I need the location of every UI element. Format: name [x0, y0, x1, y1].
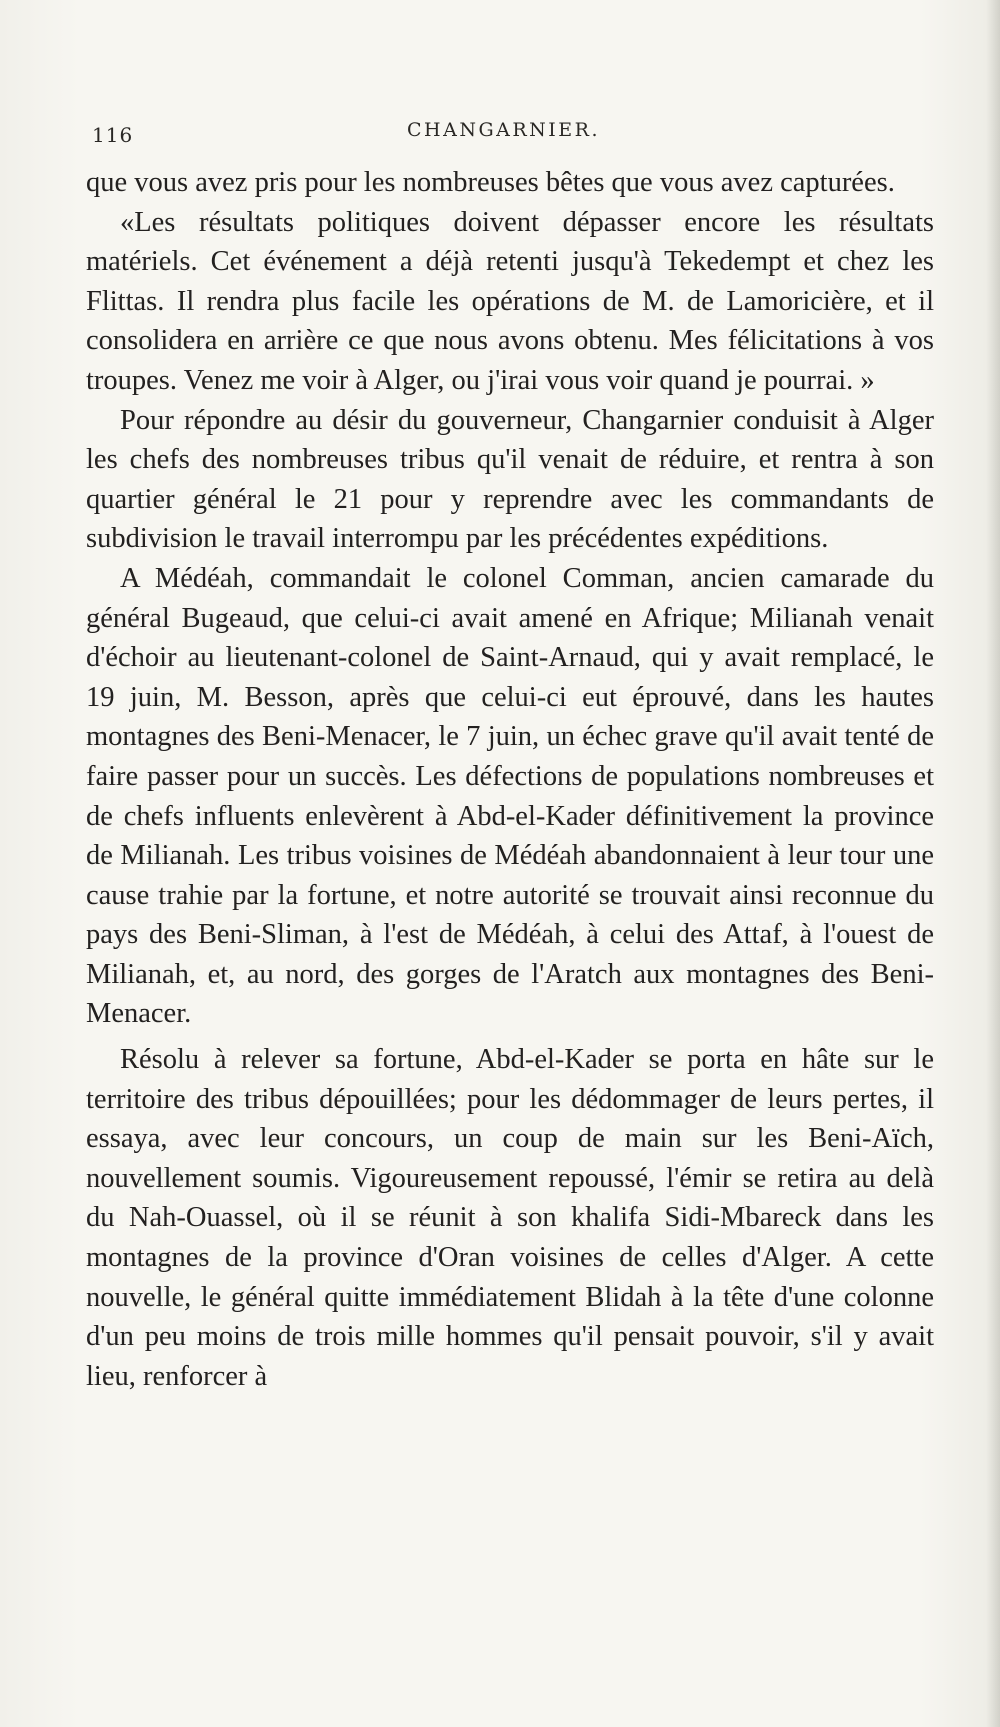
page-gutter-shadow [986, 0, 1000, 1727]
paragraph: Résolu à relever sa fortune, Abd-el-Kader se porta en hâte sur le territoire des tribus dépouillées; pour les dédommager de leurs pertes, il essaya, avec leur concours, un coup de main sur les Beni-Aïch, nouvellement soumis. Vigoureusement repoussé, l'émir se retira au delà du Nah-Ouassel, où il se réunit à son khalifa Sidi-Mbareck dans les montagnes de la province d'Oran voisines de celles d'Alger. A cette nouvelle, le général quitte immédiatement Blidah à la tête d'une colonne d'un peu moins de trois mille hommes qu'il pensait pouvoir, s'il y avait lieu, renforcer à [86, 1044, 934, 1392]
page-header [92, 115, 922, 151]
paragraph-continuation: que vous avez pris pour les nombreuses bêtes que vous avez capturées. [86, 167, 895, 198]
paragraph-quote: «Les résultats politiques doivent dépasser encore les résultats matériels. Cet événement a déjà retenti jusqu'à Tekedempt et chez les Flittas. Il rendra plus facile les opérations de M. de Lamoricière, et il consolidera en arrière ce que nous avons obtenu. Mes félicitations à vos troupes. Venez me voir à Alger, ou j'irai vous voir quand je pourrai. » [86, 206, 934, 396]
running-head: CHANGARNIER. [407, 119, 601, 141]
paragraph: A Médéah, commandait le colonel Comman, ancien camarade du général Bugeaud, que celui-ci avait amené en Afrique; Milianah venait d'échoir au lieutenant-colonel de Saint-Arnaud, qui y avait remplacé, le 19 juin, M. Besson, après que celui-ci eut éprouvé, dans les hautes montagnes des Beni-Menacer, le 7 juin, un échec grave qu'il avait tenté de faire passer pour un succès. Les défections de populations nombreuses et de chefs influents enlevèrent à Abd-el-Kader définitivement la province de Milianah. Les tribus voisines de Médéah abandonnaient à leur tour une cause trahie par la fortune, et notre autorité se trouvait ainsi reconnue du pays des Beni-Sliman, à l'est de Médéah, à celui des Attaf, à l'ouest de Milianah, et, au nord, des gorges de l'Aratch aux montagnes des Beni-Menacer. [86, 562, 934, 1030]
paragraph: Pour répondre au désir du gouverneur, Changarnier conduisit à Alger les chefs des nombreuses tribus qu'il venait de réduire, et rentra à son quartier général le 21 pour y reprendre avec les commandants de subdivision le travail interrompu par les précédentes expéditions. [86, 404, 934, 555]
page-number: 116 [92, 123, 134, 147]
body-text [86, 163, 934, 1396]
